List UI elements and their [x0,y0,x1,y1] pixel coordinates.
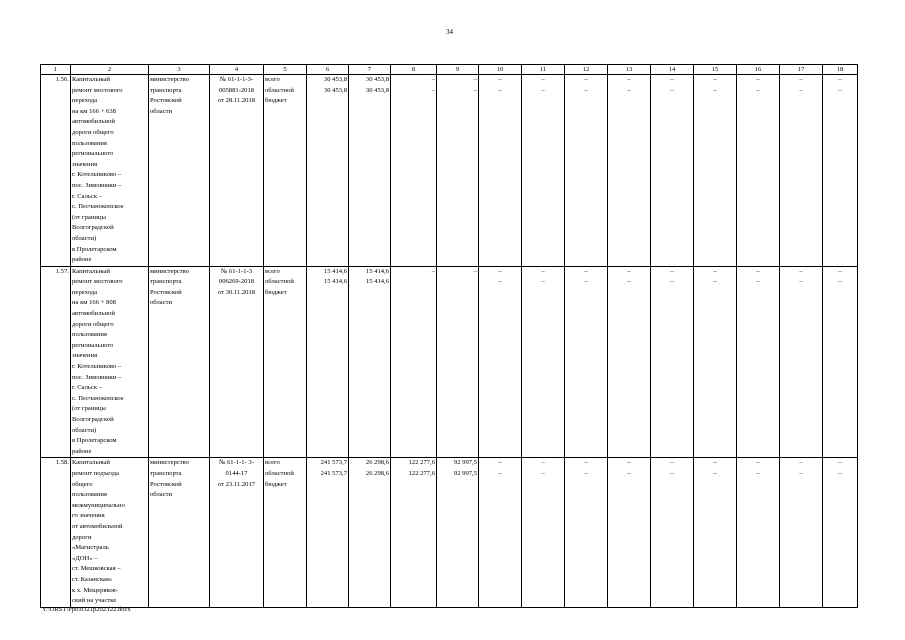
dash-value: – [498,278,502,286]
dash-value: – [627,278,631,286]
dash-cell [479,266,522,458]
object-name: регионального [72,150,114,158]
document-ref: 006269-2018 [218,278,255,286]
dash-value: – [584,469,588,477]
dash-value: – [799,278,803,286]
dash-value: – [627,267,631,275]
header-cell: 1 [41,65,71,75]
value-cell-col [437,458,479,607]
object-name: Волгоградской [72,416,114,423]
dash-cell [651,458,694,607]
object-name-col [71,458,149,607]
document-ref: № 61-1-1-3- [219,76,254,83]
value-cell: – [431,86,435,94]
header-cell: 17 [780,65,823,75]
row-number: 1.56. [55,76,69,83]
dash-value: – [756,459,760,467]
funding-source: областной [265,278,294,286]
value-cell: – [473,267,477,275]
header-cell: 15 [694,65,737,75]
dash-value: – [799,76,803,83]
dash-value: – [584,459,588,467]
dash-value: – [670,86,674,94]
dash-cell [522,266,565,458]
dash-value: – [799,459,803,467]
header-cell: 2 [71,65,149,75]
object-name: дороги общего [72,320,114,328]
value-cell: 15 414,6 [323,278,347,286]
object-name: межмуниципально [72,501,125,509]
organization: транспорта [150,278,182,286]
dash-value: – [541,459,545,467]
document-ref-col [210,75,264,267]
dash-value: – [713,459,717,467]
value-cell: – [431,76,435,83]
document-ref-col [210,266,264,458]
header-row [41,65,858,75]
value-cell: 92 997,5 [453,469,477,477]
dash-value: – [670,267,674,275]
funding-source: всего [265,76,280,83]
header-cell: 12 [565,65,608,75]
value-cell: – [473,76,477,83]
organization: министерство [150,459,189,467]
dash-value: – [713,469,717,477]
object-name: дороги общего [72,128,114,136]
object-name: в Пролетарском [72,245,117,253]
dash-value: – [799,469,803,477]
organization: области [150,299,173,307]
header-cell: 16 [737,65,780,75]
object-name: районе [72,256,92,264]
object-name: ремонт мостового [72,86,123,94]
value-cell: 241 573,7 [320,459,347,467]
value-cell-col [307,458,349,607]
document-ref: 0144-17 [225,469,248,477]
dash-value: – [713,86,717,94]
object-name: Волгоградской [72,224,114,232]
dash-value: – [584,76,588,83]
dash-value: – [498,86,502,94]
funding-source-col [264,266,307,458]
dash-value: – [541,278,545,286]
dash-cell [522,75,565,267]
object-name: общего [72,480,93,488]
funding-source: областной [265,469,294,477]
object-name: г. Котельниково – [72,363,122,371]
header-cell: 6 [307,65,349,75]
object-name: на км 166 + 638 [72,107,116,115]
dash-value: – [838,278,842,286]
value-cell-col [437,266,479,458]
dash-cell [608,266,651,458]
dash-cell [823,75,858,267]
dash-value: – [627,76,631,83]
value-cell: 30 453,8 [323,86,347,94]
dash-value: – [541,469,545,477]
dash-value: – [799,267,803,275]
row-number-col [41,458,71,607]
value-cell-col [437,75,479,267]
object-name: перехода [72,288,98,296]
funding-source: бюджет [265,480,287,488]
row-number: 1.58. [55,459,69,467]
dash-value: – [584,267,588,275]
dash-cell [780,458,823,607]
object-name: к х. Мещеряков- [72,586,118,594]
object-name: (от границы [72,213,106,221]
table-row [41,266,858,458]
value-cell-col [349,266,391,458]
object-name: Капитальный [72,267,110,275]
header-cell: 9 [437,65,479,75]
value-cell-col [349,75,391,267]
header-cell: 10 [479,65,522,75]
object-name: с. Песчанокопское [72,394,124,402]
object-name: Капитальный [72,459,110,467]
value-cell: 122 277,6 [408,459,435,467]
dash-value: – [838,459,842,467]
value-cell: 15 414,6 [365,278,389,286]
dash-value: – [756,76,760,83]
object-name: дороги [72,533,92,541]
dash-cell [737,75,780,267]
funding-source: всего [265,267,280,275]
document-ref: от 28.11.2018 [217,97,256,105]
dash-value: – [584,86,588,94]
value-cell: 26 298,6 [365,459,389,467]
dash-value: – [838,76,842,83]
header-cell: 3 [149,65,210,75]
budget-table [40,64,858,608]
organization: транспорта [150,86,182,94]
header-cell: 11 [522,65,565,75]
object-name: Капитальный [72,76,110,83]
dash-value: – [627,459,631,467]
object-name: значения [72,352,98,360]
dash-value: – [756,278,760,286]
dash-value: – [498,459,502,467]
dash-value: – [670,76,674,83]
organization: транспорта [150,469,182,477]
dash-cell [479,75,522,267]
funding-source: бюджет [265,288,287,296]
dash-value: – [838,267,842,275]
funding-source-col [264,458,307,607]
value-cell-col [391,75,437,267]
dash-cell [608,458,651,607]
value-cell-col [391,266,437,458]
object-name: г. Сальск – [72,192,103,200]
dash-value: – [498,469,502,477]
value-cell: 30 453,8 [365,86,389,94]
object-name: г. Котельниково – [72,171,122,179]
object-name: в Пролетарском [72,437,117,445]
organization-col [149,266,210,458]
funding-source: областной [265,86,294,94]
dash-value: – [627,469,631,477]
object-name: значения [72,160,98,168]
dash-value: – [670,278,674,286]
object-name: пос. Зимовники – [72,181,122,189]
value-cell: 241 573,7 [320,469,347,477]
organization: министерство [150,76,189,83]
dash-cell [565,458,608,607]
dash-cell [479,458,522,607]
object-name: ремонт мостового [72,278,123,286]
object-name: пользования [72,491,107,499]
header-cell: 4 [210,65,264,75]
row-number: 1.57. [55,267,69,275]
header-cell: 14 [651,65,694,75]
object-name: пос. Зимовники – [72,373,122,381]
object-name: ст. Мешковская – [72,565,121,573]
funding-source: всего [265,459,280,467]
dash-cell [565,75,608,267]
object-name: автомобильной [72,310,115,318]
dash-cell [823,458,858,607]
object-name: на км 166 + 808 [72,299,116,307]
row-number-col [41,266,71,458]
dash-cell [694,75,737,267]
dash-value: – [838,86,842,94]
dash-cell [780,75,823,267]
dash-cell [823,266,858,458]
object-name: области) [72,234,97,242]
value-cell: 92 997,5 [453,459,477,467]
table-row [41,458,858,607]
value-cell: 30 453,8 [365,76,389,83]
dash-value: – [498,76,502,83]
organization: области [150,107,173,115]
object-name: ст. Казанская» [72,575,113,583]
dash-cell [651,266,694,458]
header-cell: 8 [391,65,437,75]
value-cell [438,277,477,288]
value-cell: – [431,267,435,275]
dash-cell [694,458,737,607]
value-cell: 15 414,6 [365,267,389,275]
value-cell: 15 414,6 [323,267,347,275]
funding-source: бюджет [265,97,287,105]
dash-cell [565,266,608,458]
dash-value: – [713,278,717,286]
object-name: от автомобильной [72,522,123,530]
dash-value: – [498,267,502,275]
object-name-col [71,266,149,458]
object-name: автомобильной [72,118,115,126]
dash-value: – [670,459,674,467]
dash-value: – [541,76,545,83]
document-ref: № 61-1-1-3 [220,267,252,275]
organization-col [149,458,210,607]
dash-cell [737,266,780,458]
organization: Ростовской [150,288,182,296]
value-cell-col [349,458,391,607]
funding-source-col [264,75,307,267]
object-name: с. Песчанокопское [72,203,124,211]
object-name: перехода [72,97,98,105]
object-name: «Магистраль [72,544,109,552]
dash-cell [522,458,565,607]
dash-cell [651,75,694,267]
dash-value: – [541,86,545,94]
value-cell: 122 277,6 [408,469,435,477]
value-cell [392,277,435,288]
organization: министерство [150,267,189,275]
dash-value: – [799,86,803,94]
table-row [41,75,858,267]
object-name: «ДОН» – [72,554,98,562]
header-cell: 5 [264,65,307,75]
organization-col [149,75,210,267]
object-name: го значения [72,512,105,520]
page-number: 34 [446,28,453,36]
header-cell: 18 [823,65,858,75]
dash-value: – [756,267,760,275]
object-name-col [71,75,149,267]
object-name: районе [72,447,92,455]
object-name: (от границы [72,405,106,413]
dash-cell [608,75,651,267]
dash-cell [694,266,737,458]
dash-value: – [541,267,545,275]
dash-value: – [756,86,760,94]
value-cell-col [391,458,437,607]
value-cell: 30 453,8 [323,76,347,83]
dash-value: – [627,86,631,94]
organization: Ростовской [150,480,182,488]
dash-value: – [756,469,760,477]
document-ref: от 30.11.2018 [217,288,256,296]
object-name: регионального [72,341,114,349]
document-ref: от 23.11.2017 [217,480,256,488]
file-path-footer: Y:\ORST\Ppo\0321p202.f22.docx [42,606,131,613]
value-cell-col [307,75,349,267]
dash-value: – [584,278,588,286]
header-cell: 7 [349,65,391,75]
object-name: ский на участке [72,597,117,605]
row-number-col [41,75,71,267]
dash-cell [780,266,823,458]
document-ref: № 61-1-1- 3- [219,459,254,467]
value-cell-col [307,266,349,458]
value-cell: 26 298,6 [365,469,389,477]
header-cell: 13 [608,65,651,75]
object-name: пользования [72,331,107,339]
document-ref-col [210,458,264,607]
object-name: г. Сальск – [72,384,103,392]
dash-value: – [713,267,717,275]
dash-value: – [838,469,842,477]
dash-value: – [713,76,717,83]
document-ref: 005881-2018 [218,86,255,94]
dash-cell [737,458,780,607]
dash-value: – [670,469,674,477]
organization: области [150,491,173,499]
object-name: области) [72,426,97,434]
value-cell: – [473,86,477,94]
object-name: пользования [72,139,107,147]
object-name: ремонт подъезда [72,469,119,477]
organization: Ростовской [150,97,182,105]
